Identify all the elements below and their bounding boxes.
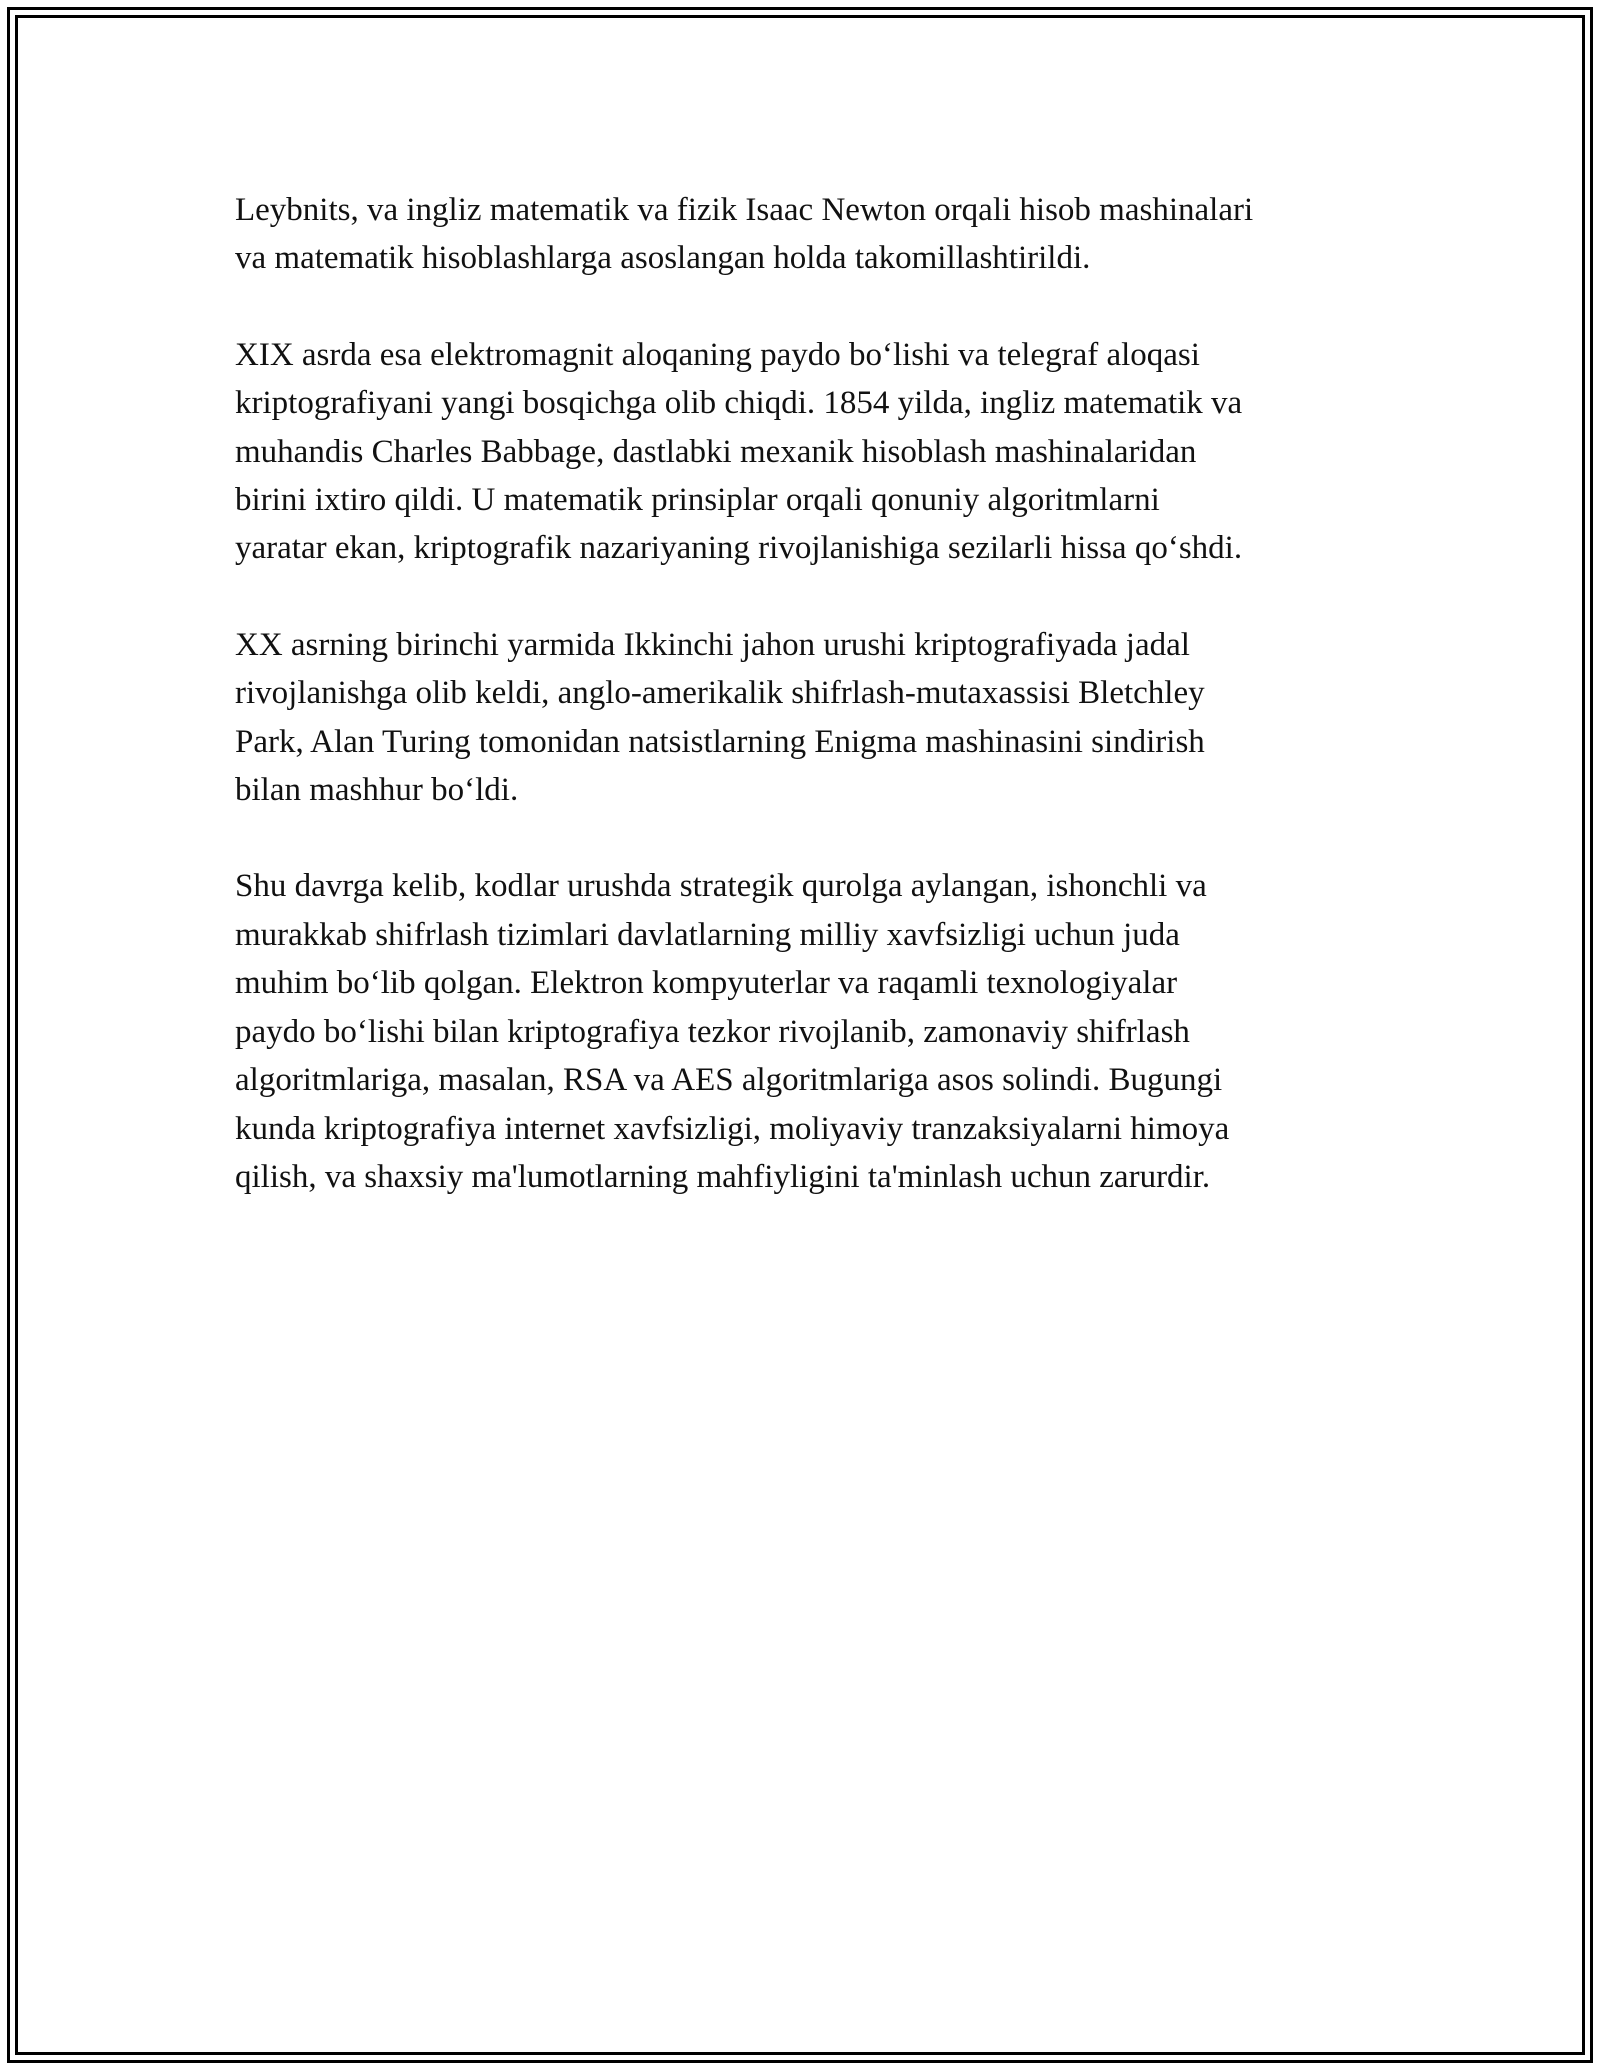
text-line: muhandis Charles Babbage, dastlabki mexanik hisoblash mashinalaridan [235,433,1197,470]
text-line: kunda kriptografiya internet xavfsizligi, moliyaviy tranzaksiyalarni himoya [235,1110,1230,1147]
text-line: kriptografiyani yangi bosqichga olib chiqdi. 1854 yilda, ingliz matematik va [235,385,1243,422]
document-body [235,186,1385,1249]
paragraph-4 [235,862,1385,1201]
paragraph-1 [235,186,1385,283]
text-line: rivojlanishga olib keldi, anglo-amerikalik shifrlash-mutaxassisi Bletchley [235,675,1205,712]
text-line: qilish, va shaxsiy ma'lumotlarning mahfiyligini ta'minlash uchun zarurdir. [235,1158,1211,1195]
text-line: yaratar ekan, kriptografik nazariyaning rivojlanishiga sezilarli hissa qo‘shdi. [235,530,1243,567]
paragraph-2 [235,331,1385,573]
text-line: bilan mashhur bo‘ldi. [235,772,519,809]
text-line: Leybnits, va ingliz matematik va fizik Isaac Newton orqali hisob mashinalari [235,192,1254,228]
text-line: Shu davrga kelib, kodlar urushda strategik qurolga aylangan, ishonchli va [235,868,1207,905]
text-line: va matematik hisoblashlarga asoslangan holda takomillashtirildi. [235,240,1091,277]
text-line: XX asrning birinchi yarmida Ikkinchi jahon urushi kriptografiyada jadal [235,626,1190,663]
text-line: murakkab shifrlash tizimlari davlatlarning milliy xavfsizligi uchun juda [235,916,1180,953]
text-line: paydo bo‘lishi bilan kriptografiya tezkor rivojlanib, zamonaviy shifrlash [235,1013,1190,1050]
paragraph-3 [235,621,1385,815]
text-line: XIX asrda esa elektromagnit aloqaning paydo bo‘lishi va telegraf aloqasi [235,336,1200,373]
text-line: muhim bo‘lib qolgan. Elektron kompyuterlar va raqamli texnologiyalar [235,965,1178,1002]
text-line: Park, Alan Turing tomonidan natsistlarning Enigma mashinasini sindirish [235,723,1205,760]
text-line: birini ixtiro qildi. U matematik prinsiplar orqali qonuniy algoritmlarni [235,482,1160,519]
text-line: algoritmlariga, masalan, RSA va AES algoritmlariga asos solindi. Bugungi [235,1062,1223,1099]
